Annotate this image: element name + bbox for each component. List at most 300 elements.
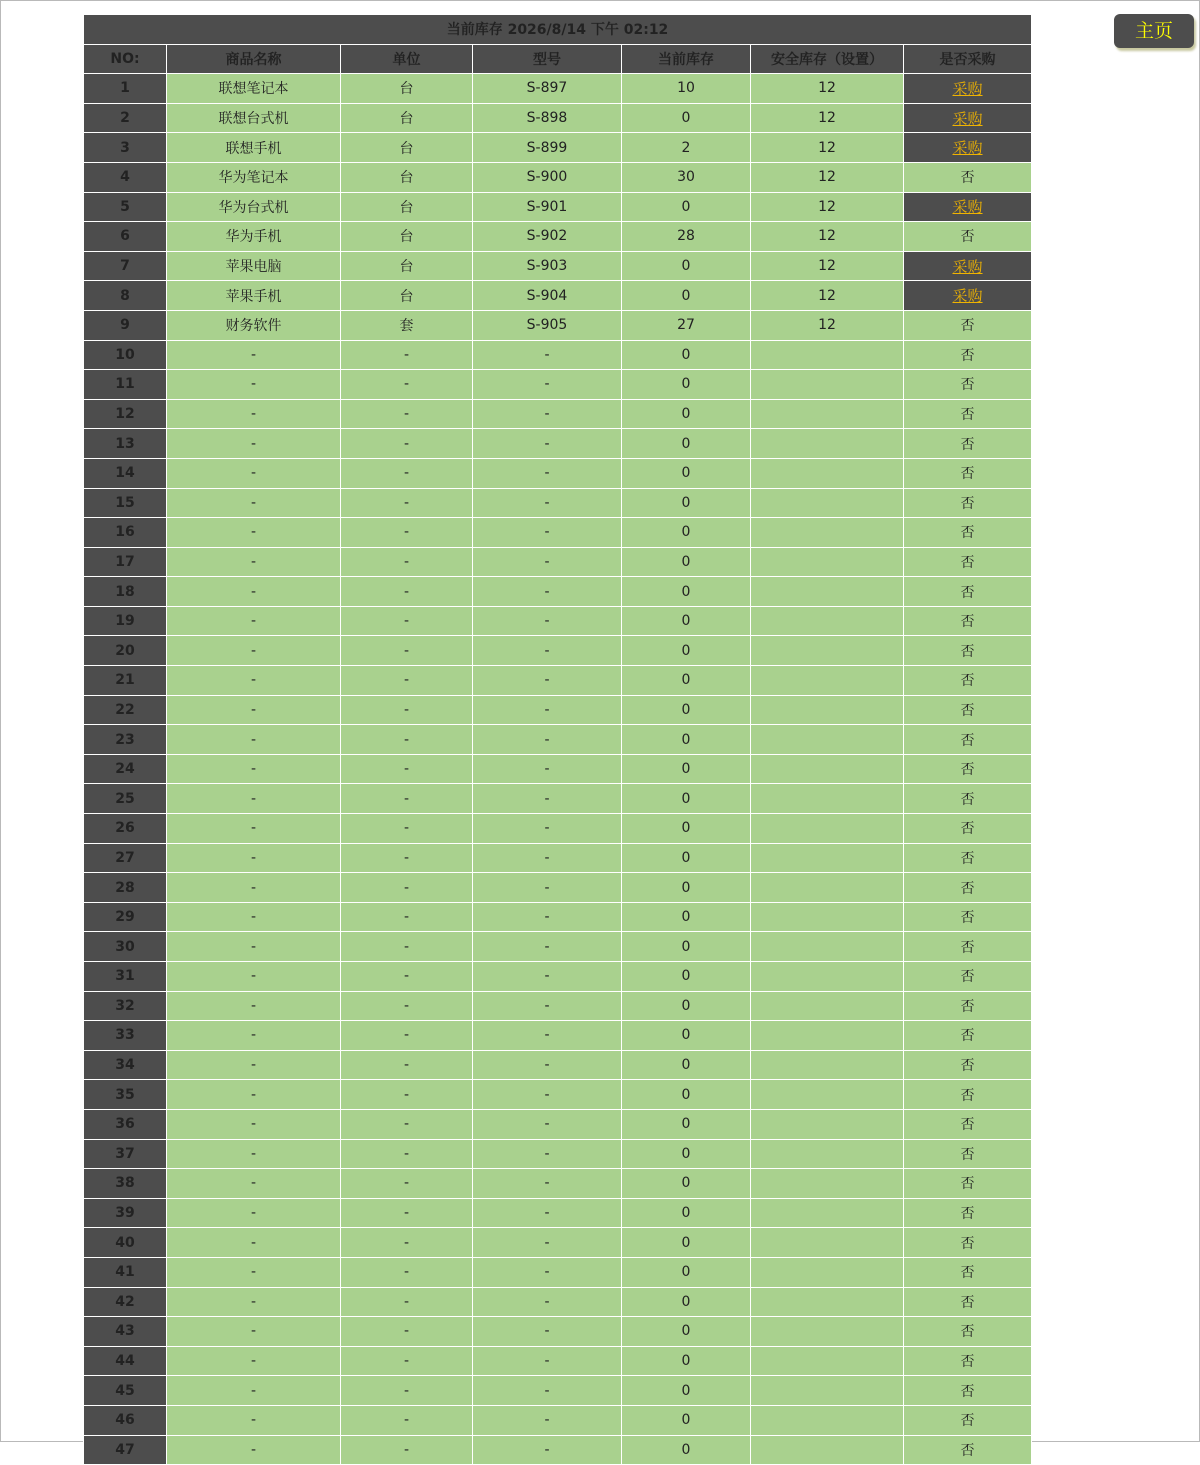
row-number: 31 bbox=[84, 962, 167, 992]
safety-stock-cell[interactable] bbox=[751, 1109, 904, 1139]
safety-stock-cell[interactable] bbox=[751, 1435, 904, 1465]
product-name-cell: 财务软件 bbox=[167, 310, 341, 340]
inventory-table bbox=[83, 14, 1032, 1465]
row-number: 36 bbox=[84, 1109, 167, 1139]
product-name-cell: - bbox=[167, 1021, 341, 1051]
row-number: 25 bbox=[84, 784, 167, 814]
unit-cell: - bbox=[341, 547, 473, 577]
model-cell: - bbox=[473, 784, 622, 814]
purchase-link[interactable]: 采购 bbox=[952, 79, 983, 98]
col-header-name: 商品名称 bbox=[167, 44, 341, 74]
purchase-status-cell: 否 bbox=[904, 666, 1032, 696]
table-row bbox=[84, 991, 1032, 1021]
safety-stock-cell[interactable] bbox=[751, 1346, 904, 1376]
row-number: 21 bbox=[84, 666, 167, 696]
model-cell: - bbox=[473, 1257, 622, 1287]
row-number: 27 bbox=[84, 843, 167, 873]
table-row bbox=[84, 192, 1032, 222]
purchase-status-cell: 否 bbox=[904, 991, 1032, 1021]
product-name-cell: - bbox=[167, 1346, 341, 1376]
unit-cell: - bbox=[341, 370, 473, 400]
model-cell: - bbox=[473, 814, 622, 844]
current-stock-cell: 0 bbox=[622, 547, 751, 577]
safety-stock-cell[interactable] bbox=[751, 370, 904, 400]
row-number: 43 bbox=[84, 1317, 167, 1347]
model-cell: - bbox=[473, 636, 622, 666]
table-row bbox=[84, 370, 1032, 400]
table-row bbox=[84, 814, 1032, 844]
product-name-cell: 联想台式机 bbox=[167, 103, 341, 133]
current-stock-cell: 0 bbox=[622, 1228, 751, 1258]
safety-stock-cell[interactable] bbox=[751, 843, 904, 873]
table-row bbox=[84, 518, 1032, 548]
current-stock-cell: 0 bbox=[622, 518, 751, 548]
row-number: 26 bbox=[84, 814, 167, 844]
product-name-cell: - bbox=[167, 1198, 341, 1228]
safety-stock-cell[interactable] bbox=[751, 340, 904, 370]
unit-cell: 套 bbox=[341, 310, 473, 340]
safety-stock-cell[interactable] bbox=[751, 458, 904, 488]
table-row bbox=[84, 399, 1032, 429]
product-name-cell: - bbox=[167, 1376, 341, 1406]
table-row bbox=[84, 873, 1032, 903]
purchase-status-cell: 否 bbox=[904, 606, 1032, 636]
row-number: 12 bbox=[84, 399, 167, 429]
model-cell: S-897 bbox=[473, 74, 622, 104]
purchase-status-cell: 否 bbox=[904, 962, 1032, 992]
safety-stock-cell[interactable]: 12 bbox=[751, 222, 904, 252]
model-cell: - bbox=[473, 1228, 622, 1258]
safety-stock-cell[interactable] bbox=[751, 725, 904, 755]
table-row bbox=[84, 725, 1032, 755]
inventory-body bbox=[84, 74, 1032, 1465]
safety-stock-cell[interactable] bbox=[751, 606, 904, 636]
current-stock-cell: 0 bbox=[622, 754, 751, 784]
table-row bbox=[84, 962, 1032, 992]
purchase-status-cell: 否 bbox=[904, 222, 1032, 252]
safety-stock-cell[interactable] bbox=[751, 518, 904, 548]
model-cell: - bbox=[473, 1405, 622, 1435]
purchase-status-cell: 否 bbox=[904, 902, 1032, 932]
purchase-link[interactable]: 采购 bbox=[952, 287, 983, 306]
purchase-cell bbox=[904, 281, 1032, 311]
safety-stock-cell[interactable] bbox=[751, 814, 904, 844]
product-name-cell: - bbox=[167, 518, 341, 548]
table-row bbox=[84, 754, 1032, 784]
product-name-cell: - bbox=[167, 1228, 341, 1258]
row-number: 3 bbox=[84, 133, 167, 163]
product-name-cell: - bbox=[167, 991, 341, 1021]
model-cell: S-900 bbox=[473, 162, 622, 192]
table-row bbox=[84, 666, 1032, 696]
table-row bbox=[84, 458, 1032, 488]
product-name-cell: - bbox=[167, 1169, 341, 1199]
safety-stock-cell[interactable] bbox=[751, 1139, 904, 1169]
safety-stock-cell[interactable] bbox=[751, 1021, 904, 1051]
current-stock-cell: 0 bbox=[622, 1169, 751, 1199]
table-row bbox=[84, 695, 1032, 725]
current-stock-cell: 0 bbox=[622, 577, 751, 607]
model-cell: - bbox=[473, 1050, 622, 1080]
purchase-status-cell: 否 bbox=[904, 843, 1032, 873]
safety-stock-cell[interactable] bbox=[751, 488, 904, 518]
current-stock-cell: 27 bbox=[622, 310, 751, 340]
safety-stock-cell[interactable] bbox=[751, 1080, 904, 1110]
table-row bbox=[84, 1317, 1032, 1347]
table-row bbox=[84, 281, 1032, 311]
table-row bbox=[84, 1405, 1032, 1435]
current-stock-cell: 0 bbox=[622, 370, 751, 400]
row-number: 33 bbox=[84, 1021, 167, 1051]
safety-stock-cell[interactable] bbox=[751, 1257, 904, 1287]
model-cell: - bbox=[473, 458, 622, 488]
product-name-cell: - bbox=[167, 873, 341, 903]
purchase-status-cell: 否 bbox=[904, 547, 1032, 577]
purchase-status-cell: 否 bbox=[904, 784, 1032, 814]
table-row bbox=[84, 1021, 1032, 1051]
purchase-cell bbox=[904, 192, 1032, 222]
col-header-safety-stock: 安全库存（设置） bbox=[751, 44, 904, 74]
purchase-status-cell: 否 bbox=[904, 429, 1032, 459]
col-header-no: NO: bbox=[84, 44, 167, 74]
safety-stock-cell[interactable] bbox=[751, 902, 904, 932]
safety-stock-cell[interactable] bbox=[751, 932, 904, 962]
table-row bbox=[84, 547, 1032, 577]
product-name-cell: 联想笔记本 bbox=[167, 74, 341, 104]
table-row bbox=[84, 1376, 1032, 1406]
table-row bbox=[84, 310, 1032, 340]
row-number: 40 bbox=[84, 1228, 167, 1258]
unit-cell: 台 bbox=[341, 133, 473, 163]
model-cell: - bbox=[473, 902, 622, 932]
row-number: 20 bbox=[84, 636, 167, 666]
current-stock-cell: 10 bbox=[622, 74, 751, 104]
unit-cell: - bbox=[341, 932, 473, 962]
current-stock-cell: 0 bbox=[622, 873, 751, 903]
purchase-cell bbox=[904, 103, 1032, 133]
purchase-status-cell: 否 bbox=[904, 1405, 1032, 1435]
safety-stock-cell[interactable] bbox=[751, 1228, 904, 1258]
current-stock-cell: 0 bbox=[622, 458, 751, 488]
product-name-cell: - bbox=[167, 843, 341, 873]
unit-cell: 台 bbox=[341, 103, 473, 133]
safety-stock-cell[interactable]: 12 bbox=[751, 281, 904, 311]
product-name-cell: - bbox=[167, 606, 341, 636]
purchase-cell bbox=[904, 251, 1032, 281]
model-cell: - bbox=[473, 340, 622, 370]
unit-cell: - bbox=[341, 429, 473, 459]
purchase-status-cell: 否 bbox=[904, 695, 1032, 725]
model-cell: - bbox=[473, 962, 622, 992]
current-stock-cell: 0 bbox=[622, 192, 751, 222]
product-name-cell: - bbox=[167, 962, 341, 992]
unit-cell: - bbox=[341, 1021, 473, 1051]
unit-cell: - bbox=[341, 458, 473, 488]
model-cell: - bbox=[473, 1198, 622, 1228]
row-number: 30 bbox=[84, 932, 167, 962]
current-stock-cell: 0 bbox=[622, 429, 751, 459]
row-number: 15 bbox=[84, 488, 167, 518]
row-number: 1 bbox=[84, 74, 167, 104]
table-row bbox=[84, 429, 1032, 459]
safety-stock-cell[interactable] bbox=[751, 399, 904, 429]
current-stock-cell: 0 bbox=[622, 1376, 751, 1406]
purchase-status-cell: 否 bbox=[904, 1139, 1032, 1169]
home-button[interactable]: 主页 bbox=[1114, 14, 1194, 48]
safety-stock-cell[interactable] bbox=[751, 1405, 904, 1435]
current-stock-cell: 0 bbox=[622, 666, 751, 696]
unit-cell: - bbox=[341, 1346, 473, 1376]
model-cell: S-899 bbox=[473, 133, 622, 163]
purchase-status-cell: 否 bbox=[904, 814, 1032, 844]
table-row bbox=[84, 103, 1032, 133]
current-stock-cell: 0 bbox=[622, 784, 751, 814]
unit-cell: - bbox=[341, 399, 473, 429]
row-number: 16 bbox=[84, 518, 167, 548]
model-cell: - bbox=[473, 1080, 622, 1110]
model-cell: - bbox=[473, 1109, 622, 1139]
current-stock-cell: 2 bbox=[622, 133, 751, 163]
current-stock-cell: 0 bbox=[622, 1287, 751, 1317]
safety-stock-cell[interactable] bbox=[751, 991, 904, 1021]
purchase-status-cell: 否 bbox=[904, 1169, 1032, 1199]
row-number: 5 bbox=[84, 192, 167, 222]
table-row bbox=[84, 1080, 1032, 1110]
safety-stock-cell[interactable] bbox=[751, 577, 904, 607]
row-number: 11 bbox=[84, 370, 167, 400]
model-cell: - bbox=[473, 666, 622, 696]
table-row bbox=[84, 251, 1032, 281]
purchase-status-cell: 否 bbox=[904, 1257, 1032, 1287]
table-row bbox=[84, 577, 1032, 607]
purchase-status-cell: 否 bbox=[904, 1376, 1032, 1406]
model-cell: S-902 bbox=[473, 222, 622, 252]
row-number: 41 bbox=[84, 1257, 167, 1287]
current-stock-cell: 0 bbox=[622, 251, 751, 281]
safety-stock-cell[interactable]: 12 bbox=[751, 192, 904, 222]
safety-stock-cell[interactable] bbox=[751, 1198, 904, 1228]
safety-stock-cell[interactable] bbox=[751, 1317, 904, 1347]
safety-stock-cell[interactable]: 12 bbox=[751, 310, 904, 340]
purchase-status-cell: 否 bbox=[904, 873, 1032, 903]
model-cell: - bbox=[473, 1021, 622, 1051]
product-name-cell: 华为手机 bbox=[167, 222, 341, 252]
row-number: 7 bbox=[84, 251, 167, 281]
unit-cell: - bbox=[341, 488, 473, 518]
purchase-status-cell: 否 bbox=[904, 754, 1032, 784]
model-cell: - bbox=[473, 577, 622, 607]
unit-cell: - bbox=[341, 902, 473, 932]
product-name-cell: - bbox=[167, 1257, 341, 1287]
current-stock-cell: 0 bbox=[622, 843, 751, 873]
safety-stock-cell[interactable] bbox=[751, 429, 904, 459]
model-cell: - bbox=[473, 1317, 622, 1347]
table-row bbox=[84, 1139, 1032, 1169]
unit-cell: - bbox=[341, 1257, 473, 1287]
table-row bbox=[84, 1228, 1032, 1258]
safety-stock-cell[interactable] bbox=[751, 1169, 904, 1199]
model-cell: S-901 bbox=[473, 192, 622, 222]
unit-cell: - bbox=[341, 695, 473, 725]
safety-stock-cell[interactable] bbox=[751, 666, 904, 696]
row-number: 38 bbox=[84, 1169, 167, 1199]
product-name-cell: - bbox=[167, 784, 341, 814]
row-number: 23 bbox=[84, 725, 167, 755]
unit-cell: 台 bbox=[341, 281, 473, 311]
row-number: 32 bbox=[84, 991, 167, 1021]
row-number: 19 bbox=[84, 606, 167, 636]
unit-cell: - bbox=[341, 1080, 473, 1110]
current-stock-cell: 0 bbox=[622, 1198, 751, 1228]
safety-stock-cell[interactable] bbox=[751, 636, 904, 666]
product-name-cell: - bbox=[167, 458, 341, 488]
current-stock-cell: 0 bbox=[622, 606, 751, 636]
unit-cell: 台 bbox=[341, 74, 473, 104]
purchase-link[interactable]: 采购 bbox=[952, 139, 983, 158]
table-row bbox=[84, 162, 1032, 192]
model-cell: - bbox=[473, 1169, 622, 1199]
model-cell: - bbox=[473, 1376, 622, 1406]
table-row bbox=[84, 1109, 1032, 1139]
unit-cell: 台 bbox=[341, 251, 473, 281]
unit-cell: - bbox=[341, 1376, 473, 1406]
purchase-status-cell: 否 bbox=[904, 310, 1032, 340]
safety-stock-cell[interactable] bbox=[751, 754, 904, 784]
purchase-status-cell: 否 bbox=[904, 488, 1032, 518]
product-name-cell: - bbox=[167, 1317, 341, 1347]
safety-stock-cell[interactable]: 12 bbox=[751, 103, 904, 133]
safety-stock-cell[interactable]: 12 bbox=[751, 133, 904, 163]
current-stock-cell: 0 bbox=[622, 1405, 751, 1435]
table-row bbox=[84, 74, 1032, 104]
model-cell: - bbox=[473, 1346, 622, 1376]
unit-cell: - bbox=[341, 518, 473, 548]
product-name-cell: - bbox=[167, 932, 341, 962]
row-number: 47 bbox=[84, 1435, 167, 1465]
model-cell: - bbox=[473, 754, 622, 784]
unit-cell: - bbox=[341, 1109, 473, 1139]
row-number: 4 bbox=[84, 162, 167, 192]
purchase-cell bbox=[904, 74, 1032, 104]
model-cell: - bbox=[473, 1287, 622, 1317]
product-name-cell: - bbox=[167, 488, 341, 518]
model-cell: - bbox=[473, 843, 622, 873]
table-row bbox=[84, 932, 1032, 962]
product-name-cell: 苹果电脑 bbox=[167, 251, 341, 281]
row-number: 29 bbox=[84, 902, 167, 932]
table-row bbox=[84, 340, 1032, 370]
model-cell: - bbox=[473, 695, 622, 725]
product-name-cell: - bbox=[167, 429, 341, 459]
row-number: 39 bbox=[84, 1198, 167, 1228]
safety-stock-cell[interactable] bbox=[751, 1050, 904, 1080]
model-cell: - bbox=[473, 932, 622, 962]
unit-cell: - bbox=[341, 1050, 473, 1080]
model-cell: - bbox=[473, 873, 622, 903]
purchase-link[interactable]: 采购 bbox=[952, 109, 983, 128]
current-stock-cell: 0 bbox=[622, 962, 751, 992]
current-stock-cell: 0 bbox=[622, 488, 751, 518]
product-name-cell: - bbox=[167, 340, 341, 370]
current-stock-cell: 0 bbox=[622, 340, 751, 370]
purchase-status-cell: 否 bbox=[904, 636, 1032, 666]
col-header-purchase: 是否采购 bbox=[904, 44, 1032, 74]
unit-cell: - bbox=[341, 1228, 473, 1258]
product-name-cell: - bbox=[167, 399, 341, 429]
purchase-link[interactable]: 采购 bbox=[952, 198, 983, 217]
current-stock-cell: 0 bbox=[622, 1139, 751, 1169]
unit-cell: - bbox=[341, 1405, 473, 1435]
current-stock-cell: 0 bbox=[622, 1109, 751, 1139]
product-name-cell: - bbox=[167, 1405, 341, 1435]
safety-stock-cell[interactable] bbox=[751, 1376, 904, 1406]
unit-cell: 台 bbox=[341, 222, 473, 252]
safety-stock-cell[interactable] bbox=[751, 784, 904, 814]
purchase-status-cell: 否 bbox=[904, 1435, 1032, 1465]
product-name-cell: - bbox=[167, 814, 341, 844]
safety-stock-cell[interactable]: 12 bbox=[751, 251, 904, 281]
safety-stock-cell[interactable] bbox=[751, 695, 904, 725]
current-stock-cell: 0 bbox=[622, 103, 751, 133]
table-row bbox=[84, 222, 1032, 252]
safety-stock-cell[interactable] bbox=[751, 1287, 904, 1317]
product-name-cell: - bbox=[167, 1109, 341, 1139]
current-stock-cell: 0 bbox=[622, 281, 751, 311]
unit-cell: - bbox=[341, 1139, 473, 1169]
product-name-cell: - bbox=[167, 1435, 341, 1465]
current-stock-cell: 0 bbox=[622, 991, 751, 1021]
model-cell: S-903 bbox=[473, 251, 622, 281]
purchase-link[interactable]: 采购 bbox=[952, 257, 983, 276]
safety-stock-cell[interactable] bbox=[751, 873, 904, 903]
unit-cell: - bbox=[341, 340, 473, 370]
row-number: 6 bbox=[84, 222, 167, 252]
current-stock-cell: 30 bbox=[622, 162, 751, 192]
purchase-status-cell: 否 bbox=[904, 1021, 1032, 1051]
model-cell: - bbox=[473, 1139, 622, 1169]
safety-stock-cell[interactable] bbox=[751, 962, 904, 992]
current-stock-cell: 0 bbox=[622, 932, 751, 962]
row-number: 10 bbox=[84, 340, 167, 370]
table-row bbox=[84, 1050, 1032, 1080]
purchase-status-cell: 否 bbox=[904, 577, 1032, 607]
current-stock-cell: 0 bbox=[622, 695, 751, 725]
purchase-status-cell: 否 bbox=[904, 1080, 1032, 1110]
product-name-cell: 华为台式机 bbox=[167, 192, 341, 222]
purchase-status-cell: 否 bbox=[904, 1198, 1032, 1228]
model-cell: - bbox=[473, 725, 622, 755]
row-number: 8 bbox=[84, 281, 167, 311]
model-cell: S-898 bbox=[473, 103, 622, 133]
safety-stock-cell[interactable]: 12 bbox=[751, 74, 904, 104]
safety-stock-cell[interactable]: 12 bbox=[751, 162, 904, 192]
model-cell: - bbox=[473, 547, 622, 577]
product-name-cell: 联想手机 bbox=[167, 133, 341, 163]
model-cell: - bbox=[473, 606, 622, 636]
purchase-status-cell: 否 bbox=[904, 725, 1032, 755]
safety-stock-cell[interactable] bbox=[751, 547, 904, 577]
table-row bbox=[84, 1257, 1032, 1287]
col-header-stock: 当前库存 bbox=[622, 44, 751, 74]
model-cell: - bbox=[473, 1435, 622, 1465]
unit-cell: - bbox=[341, 962, 473, 992]
product-name-cell: - bbox=[167, 370, 341, 400]
model-cell: S-904 bbox=[473, 281, 622, 311]
current-stock-cell: 0 bbox=[622, 1021, 751, 1051]
product-name-cell: - bbox=[167, 725, 341, 755]
product-name-cell: - bbox=[167, 1139, 341, 1169]
current-stock-cell: 0 bbox=[622, 1346, 751, 1376]
